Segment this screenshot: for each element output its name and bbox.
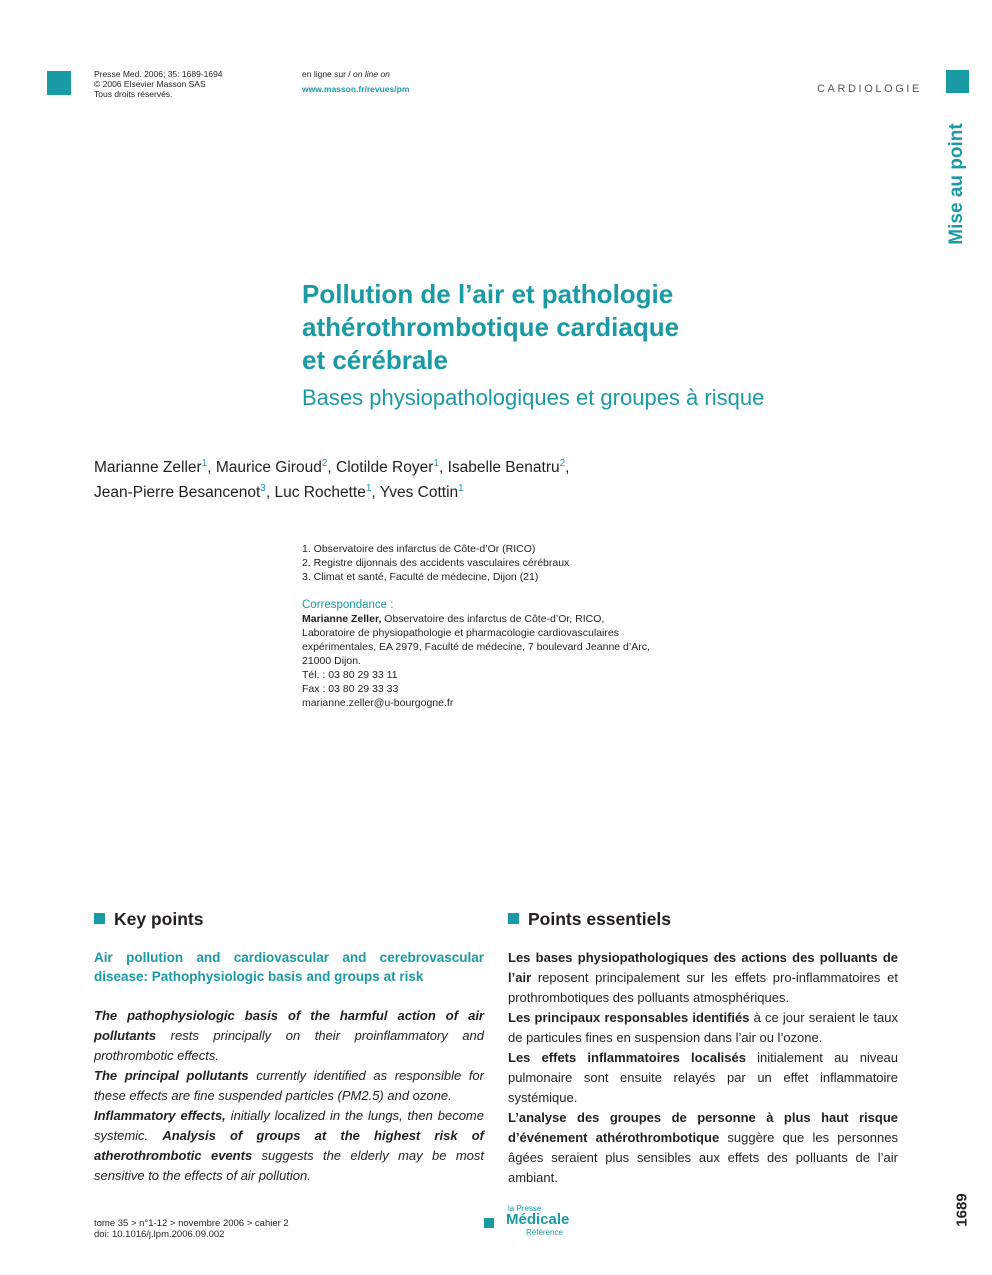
page-number [944, 1190, 980, 1230]
page-number-text: 1689 [953, 1193, 971, 1227]
author-name: Isabelle Benatru [447, 459, 560, 477]
citation-line: Tous droits réservés. [94, 89, 173, 99]
points-essentiels-body [508, 948, 898, 1188]
citation-line: © 2006 Elsevier Masson SAS [94, 79, 206, 89]
key-points-body [94, 1006, 484, 1186]
affiliation-list [302, 542, 569, 584]
point-text: à ce jour seraient le taux de particules fines en suspension dans l’air ou l’ozone. [508, 1010, 898, 1045]
point-paragraph [508, 1108, 898, 1188]
author-affiliation: 1 [201, 458, 208, 469]
article-title [302, 278, 862, 377]
key-point-text: suggests the elderly may be most sensitive to the effects of air pollution. [94, 1148, 485, 1183]
correspondence-email[interactable]: marianne.zeller@u-bourgogne.fr [302, 697, 454, 709]
author-separator: , [207, 459, 216, 477]
citation-line: Presse Med. 2006; 35: 1689-1694 [94, 69, 223, 79]
author-affiliation: 2 [559, 458, 566, 469]
points-essentiels-heading [508, 909, 671, 930]
point-bold: Les principaux responsables identifiés [508, 1010, 750, 1025]
point-bold: Les bases physiopathologiques des actions des polluants de l’air [508, 950, 898, 985]
author-separator: , [265, 484, 275, 502]
author-name: Clotilde Royer [336, 459, 434, 477]
key-point-paragraph [94, 1106, 484, 1186]
logo-bottom-text: Référence [526, 1228, 563, 1237]
online-label-fr: en ligne sur / [302, 69, 354, 79]
article-subtitle: Bases physiopathologiques et groupes à risque [302, 385, 765, 410]
author-name: Marianne Zeller [94, 459, 202, 477]
author-list [94, 453, 569, 503]
key-point-bold: Inflammatory effects, [94, 1108, 226, 1123]
key-points-heading [94, 909, 203, 930]
online-info [302, 69, 409, 94]
journal-citation [94, 69, 223, 99]
key-point-paragraph [94, 1006, 484, 1066]
point-text: initialement au niveau pulmonaire sont ensuite relayés par un effet inflammatoire systémique. [508, 1050, 899, 1105]
author-name: Maurice Giroud [215, 459, 322, 477]
article-type-text: Mise au point [946, 123, 967, 245]
logo-square-icon [484, 1218, 494, 1228]
key-point-text: currently identified as responsible for these effects are fine suspended particles (PM2.5) and ozone. [94, 1068, 484, 1103]
key-points-subheading: Air pollution and cardiovascular and cerebrovascular disease: Pathophysiologic basis and groups at risk [94, 950, 484, 984]
key-point-text: initially localized in the lungs, then become systemic. [94, 1108, 484, 1143]
author-name: Jean-Pierre Besancenot [94, 484, 261, 502]
logo-main-text: Médicale [506, 1211, 570, 1228]
author-name: Luc Rochette [274, 484, 366, 502]
correspondence-block [302, 598, 650, 710]
issue-info: tome 35 > n°1-12 > novembre 2006 > cahier 2 [94, 1218, 289, 1229]
correspondence-name: Marianne Zeller, [302, 613, 382, 625]
correspondence-heading: Correspondance : [302, 599, 394, 611]
author-affiliation: 1 [458, 483, 464, 495]
point-text: reposent principalement sur les effets pro-inflammatoires et prothrombotiques des polluants atmosphériques. [508, 970, 898, 1005]
points-essentiels-title: Points essentiels [528, 909, 671, 929]
title-line: et cérébrale [302, 345, 448, 375]
author-affiliation: 1 [433, 458, 439, 469]
affiliation-item: 1. Observatoire des infarctus de Côte-d’Or (RICO) [302, 543, 536, 555]
footer-info [94, 1218, 289, 1240]
key-point-bold: Analysis of groups at the highest risk of atherothrombotic events [94, 1128, 484, 1163]
journal-logo [484, 1202, 584, 1242]
online-label-en: on line on [353, 69, 390, 79]
square-bullet-icon [94, 913, 105, 924]
author-affiliation: 3 [260, 483, 266, 495]
author-affiliation: 2 [321, 458, 328, 469]
logo-top-text: la Presse [508, 1204, 542, 1213]
author-separator: , [438, 459, 448, 477]
correspondence-line: 21000 Dijon. [302, 655, 361, 667]
author-separator: , [565, 459, 570, 477]
section-label: CARDIOLOGIE [816, 83, 922, 95]
key-point-paragraph [94, 1066, 484, 1106]
title-line: athérothrombotique cardiaque [302, 312, 680, 342]
key-point-bold: The pathophysiologic basis of the harmful action of air pollutants [94, 1008, 484, 1043]
author-separator: , [327, 459, 337, 477]
correspondence-fax: Fax : 03 80 29 33 33 [302, 683, 399, 695]
correspondence-line: Laboratoire de physiopathologie et pharmacologie cardiovasculaires [302, 627, 619, 639]
point-text: suggère que les personnes âgées seraient plus sensibles aux effets des polluants de l’air ambiant. [508, 1130, 898, 1185]
square-bullet-icon [508, 913, 519, 924]
correspondence-address: Observatoire des infarctus de Côte-d’Or, RICO, [381, 613, 605, 625]
point-bold: L’analyse des groupes de personne à plus haut risque d’événement athérothrombotique [508, 1110, 898, 1145]
header-left-square [47, 71, 71, 95]
article-type-label [940, 118, 974, 250]
affiliation-item: 2. Registre dijonnais des accidents vasculaires cérébraux [302, 557, 570, 569]
key-point-bold: The principal pollutants [94, 1068, 249, 1083]
point-bold: Les effets inflammatoires localisés [508, 1050, 746, 1065]
key-point-text: rests principally on their proinflammatory and prothrombotic effects. [94, 1028, 484, 1063]
correspondence-phone: Tél. : 03 80 29 33 11 [302, 669, 398, 681]
header-right-square [946, 70, 969, 93]
key-points-title: Key points [114, 909, 204, 929]
online-url-link[interactable]: www.masson.fr/revues/pm [302, 84, 410, 94]
point-paragraph [508, 1008, 898, 1048]
point-paragraph [508, 948, 898, 1008]
author-name: Yves Cottin [379, 484, 459, 502]
correspondence-line: expérimentales, EA 2979, Faculté de médecine, 7 boulevard Jeanne d’Arc, [302, 641, 650, 653]
doi: doi: 10.1016/j.lpm.2006.09.002 [94, 1229, 225, 1240]
title-line: Pollution de l’air et pathologie [302, 279, 674, 309]
point-paragraph [508, 1048, 898, 1108]
affiliation-item: 3. Climat et santé, Faculté de médecine, Dijon (21) [302, 571, 539, 583]
author-separator: , [371, 484, 380, 502]
author-affiliation: 1 [365, 483, 372, 495]
